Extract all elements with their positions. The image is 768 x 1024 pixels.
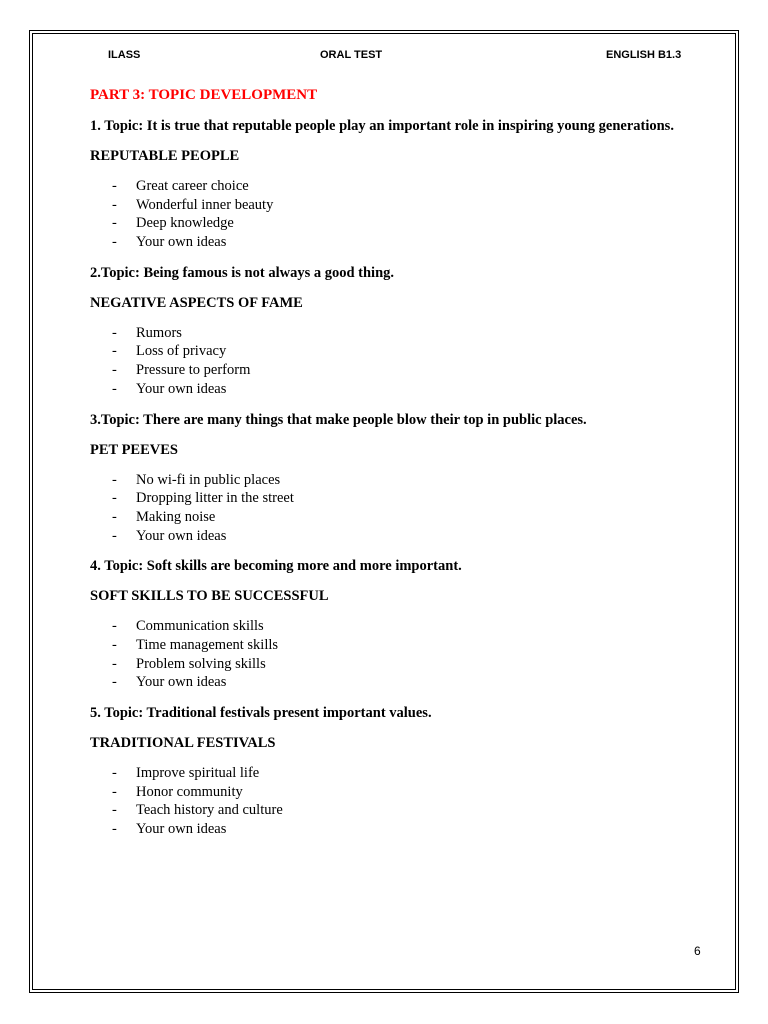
list-item: - Deep knowledge [112,215,234,232]
list-item: - Wonderful inner beauty [112,196,274,213]
idea-list [90,617,720,692]
list-item: - Your own ideas [112,821,227,838]
topic-section [90,411,720,546]
list-item: - Time management skills [112,636,279,653]
topic-statement: 3.Topic: There are many things that make people blow their top in public places. [90,411,587,428]
header-right: ENGLISH B1.3 [606,49,682,61]
topic-statement: 2.Topic: Being famous is not always a good thing. [90,264,395,281]
topic-section [90,264,720,399]
list-item: - No wi-fi in public places [112,471,281,488]
list-item: - Your own ideas [112,380,227,397]
topic-section [90,704,720,839]
topic-heading: TRADITIONAL FESTIVALS [90,735,276,751]
part-title: PART 3: TOPIC DEVELOPMENT [90,87,318,103]
list-item: - Your own ideas [112,674,227,691]
topic-heading: REPUTABLE PEOPLE [90,148,240,164]
topic-section [90,117,720,252]
topic-statement: 4. Topic: Soft skills are becoming more and more important. [90,558,462,575]
idea-list [90,177,720,252]
list-item: - Making noise [112,508,216,525]
list-item: - Your own ideas [112,527,227,544]
list-item: - Rumors [112,324,182,341]
idea-list [90,324,720,399]
list-item: - Great career choice [112,178,249,194]
idea-list [90,471,720,546]
list-item: - Teach history and culture [112,802,283,819]
header-left: ILASS [108,49,141,61]
topic-heading: PET PEEVES [90,441,178,458]
list-item: - Dropping litter in the street [112,490,294,507]
page-header [0,49,768,65]
list-item: - Honor community [112,783,243,800]
topic-heading: NEGATIVE ASPECTS OF FAME [90,294,303,311]
list-item: - Your own ideas [112,234,227,251]
topic-statement: 1. Topic: It is true that reputable people play an important role in inspiring young generations. [90,118,674,134]
document-body [90,85,720,839]
topic-section [90,557,720,692]
topic-statement: 5. Topic: Traditional festivals present important values. [90,705,432,721]
header-center: ORAL TEST [320,49,383,61]
page-number: 6 [694,944,701,958]
list-item: - Improve spiritual life [112,765,260,781]
list-item: - Communication skills [112,618,264,635]
list-item: - Pressure to perform [112,362,251,379]
list-item: - Problem solving skills [112,655,266,672]
idea-list [90,764,720,839]
list-item: - Loss of privacy [112,343,227,360]
topic-heading: SOFT SKILLS TO BE SUCCESSFUL [90,588,329,605]
